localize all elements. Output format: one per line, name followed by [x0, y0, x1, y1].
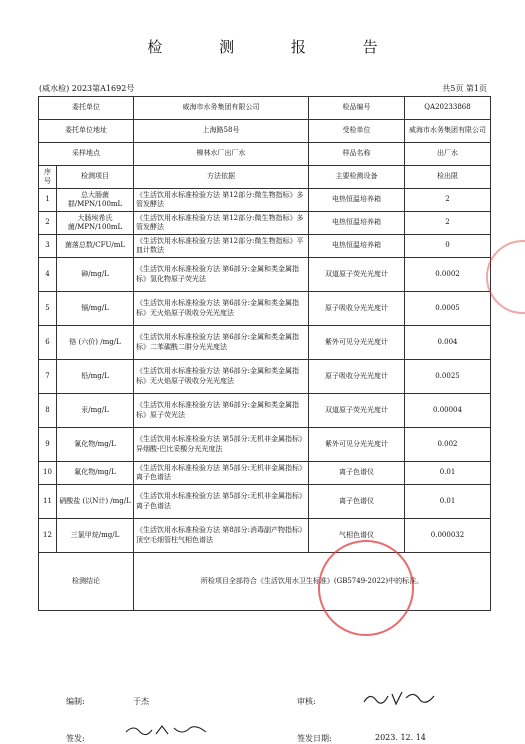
row-method: 《生活饮用水标准检验方法 第8部分:消毒副产物指标》顶空毛细管柱气相色谱法 [134, 519, 309, 553]
sample-name-value: 出厂水 [405, 143, 491, 166]
row-item: 三氯甲烷/mg/L [57, 519, 134, 553]
row-method: 《生活饮用水标准检验方法 第6部分:金属和类金属指标》氢化物原子荧光法 [134, 258, 309, 292]
table-row [39, 189, 491, 212]
table-row [39, 292, 491, 326]
row-item: 镉/mg/L [57, 292, 134, 326]
sample-no-value: QA20233868 [405, 97, 491, 120]
row-equipment: 原子吸收分光光度计 [309, 360, 405, 394]
row-limit: 0.004 [405, 326, 491, 360]
table-row [39, 462, 491, 485]
row-equipment: 电热恒温培养箱 [309, 189, 405, 212]
row-limit: 0.002 [405, 428, 491, 462]
row-equipment: 双道原子荧光光度计 [309, 258, 405, 292]
row-method: 《生活饮用水标准检验方法 第12部分:微生物指标》多管发酵法 [134, 189, 309, 212]
row-no: 6 [39, 326, 57, 360]
row-method: 《生活饮用水标准检验方法 第6部分:金属和类金属指标》原子荧光法 [134, 394, 309, 428]
row-method: 《生活饮用水标准检验方法 第6部分:金属和类金属指标》无火焰原子吸收分光光度法 [134, 292, 309, 326]
sampling-site-value: 柳林水厂出厂水 [134, 143, 309, 166]
header-item: 检测项目 [57, 166, 134, 189]
row-equipment: 离子色谱仪 [309, 485, 405, 519]
row-no: 11 [39, 485, 57, 519]
row-equipment: 紫外可见分光光度计 [309, 428, 405, 462]
row-method: 《生活饮用水标准检验方法 第6部分:金属和类金属指标》二苯碳酰二肼分光光度法 [134, 326, 309, 360]
row-equipment: 电热恒温培养箱 [309, 212, 405, 235]
row-limit: 0.0025 [405, 360, 491, 394]
report-table [38, 96, 491, 611]
header-equipment: 主要检测设备 [309, 166, 405, 189]
table-row [39, 212, 491, 235]
row-method: 《生活饮用水标准检验方法 第5部分:无机非金属指标》离子色谱法 [134, 485, 309, 519]
report-number: (威水检) 2023第A1692号 [39, 84, 135, 93]
row-limit: 0 [405, 235, 491, 258]
row-limit: 2 [405, 189, 491, 212]
table-header-row [39, 166, 491, 189]
row-item: 总大肠菌群/MPN/100mL [57, 189, 134, 212]
info-row-address [39, 120, 491, 143]
sample-no-label: 检品编号 [309, 97, 405, 120]
row-equipment: 原子吸收分光光度计 [309, 292, 405, 326]
row-equipment: 双道原子荧光光度计 [309, 394, 405, 428]
conclusion-label: 检测结论 [39, 553, 134, 611]
reviewer-signature [360, 686, 440, 710]
row-method: 《生活饮用水标准检验方法 第12部分:微生物指标》平皿计数法 [134, 235, 309, 258]
table-row [39, 519, 491, 553]
row-limit: 2 [405, 212, 491, 235]
table-row [39, 428, 491, 462]
row-item: 氟化物/mg/L [57, 462, 134, 485]
issue-date-label: 签发日期: [297, 734, 332, 743]
row-item: 砷/mg/L [57, 258, 134, 292]
client-address-label: 委托单位地址 [39, 120, 134, 143]
row-limit: 0.01 [405, 485, 491, 519]
row-no: 4 [39, 258, 57, 292]
row-method: 《生活饮用水标准检验方法 第6部分:金属和类金属指标》无火焰原子吸收分光光度法 [134, 360, 309, 394]
reviewer-label: 审核: [297, 697, 316, 706]
row-limit: 0.01 [405, 462, 491, 485]
row-limit: 0.00004 [405, 394, 491, 428]
row-method: 《生活饮用水标准检验方法 第5部分:无机非金属指标》异烟酸-巴比妥酸分光光度法 [134, 428, 309, 462]
row-item: 大肠埃希氏菌/MPN/100mL [57, 212, 134, 235]
row-item: 铬 (六价) /mg/L [57, 326, 134, 360]
row-method: 《生活饮用水标准检验方法 第5部分:无机非金属指标》离子色谱法 [134, 462, 309, 485]
client-value: 威海市水务集团有限公司 [134, 97, 309, 120]
row-no: 7 [39, 360, 57, 394]
compiler-label: 编制: [66, 697, 85, 706]
row-limit: 0.0005 [405, 292, 491, 326]
approver-label: 签发: [66, 734, 85, 743]
table-row [39, 258, 491, 292]
row-no: 1 [39, 189, 57, 212]
row-limit: 0.0002 [405, 258, 491, 292]
row-equipment: 离子色谱仪 [309, 462, 405, 485]
table-row [39, 326, 491, 360]
issue-date-value: 2023. 12. 14 [375, 733, 426, 742]
row-limit: 0.000032 [405, 519, 491, 553]
header-no: 序号 [39, 166, 57, 189]
row-method: 《生活饮用水标准检验方法 第12部分:微生物指标》多管发酵法 [134, 212, 309, 235]
row-equipment: 紫外可见分光光度计 [309, 326, 405, 360]
seam-seal-stamp [486, 240, 525, 314]
row-no: 10 [39, 462, 57, 485]
info-row-client [39, 97, 491, 120]
page-info: 共5页 第1页 [442, 84, 487, 93]
sampling-site-label: 采样地点 [39, 143, 134, 166]
conclusion-text: 所检项目全部符合《生活饮用水卫生标准》(GB5749-2022)中的标准。 [134, 553, 491, 611]
conclusion-row [39, 553, 491, 611]
row-equipment: 电热恒温培养箱 [309, 235, 405, 258]
row-equipment: 气相色谱仪 [309, 519, 405, 553]
approver-signature [122, 722, 212, 740]
table-row [39, 360, 491, 394]
table-row [39, 394, 491, 428]
row-no: 9 [39, 428, 57, 462]
row-item: 氰化物/mg/L [57, 428, 134, 462]
header-method: 方法依据 [134, 166, 309, 189]
row-no: 12 [39, 519, 57, 553]
row-no: 2 [39, 212, 57, 235]
sample-name-label: 样品名称 [309, 143, 405, 166]
table-row [39, 235, 491, 258]
report-title: 检 测 报 告 [147, 38, 404, 56]
header-limit: 检出限 [405, 166, 491, 189]
row-no: 3 [39, 235, 57, 258]
table-row [39, 485, 491, 519]
row-item: 硝酸盐 (以N计) /mg/L [57, 485, 134, 519]
compiler-name: 于杰 [133, 697, 149, 706]
info-row-site [39, 143, 491, 166]
row-item: 汞/mg/L [57, 394, 134, 428]
inspected-unit-value: 威海市水务集团有限公司 [405, 120, 491, 143]
row-item: 铅/mg/L [57, 360, 134, 394]
client-label: 委托单位 [39, 97, 134, 120]
row-no: 8 [39, 394, 57, 428]
row-item: 菌落总数/CFU/mL [57, 235, 134, 258]
inspected-unit-label: 受检单位 [309, 120, 405, 143]
client-address-value: 上海路58号 [134, 120, 309, 143]
row-no: 5 [39, 292, 57, 326]
